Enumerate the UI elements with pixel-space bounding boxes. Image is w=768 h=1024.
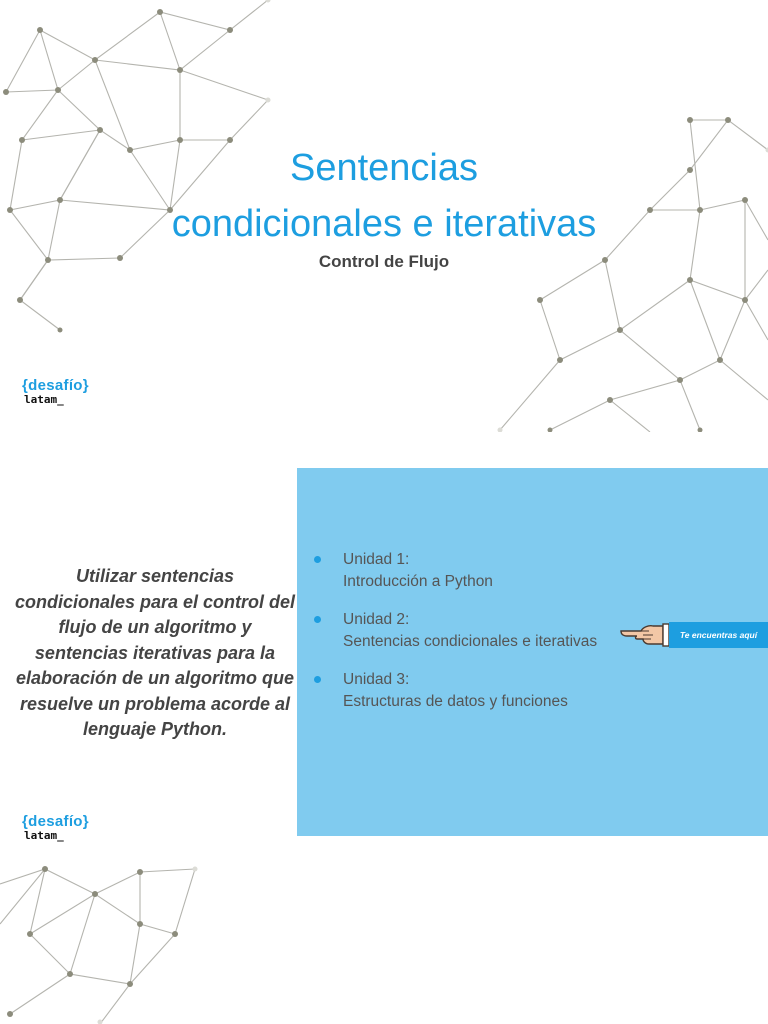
unit-title: Unidad 2: (343, 611, 410, 628)
bullet-icon (314, 616, 321, 623)
cover-slide (0, 0, 768, 432)
logo-sub: latam_ (24, 829, 64, 842)
unit-title: Unidad 3: (343, 671, 410, 688)
slide-title-line1: Sentencias (289, 147, 478, 189)
bullet-icon (314, 676, 321, 683)
unit-list (313, 549, 613, 729)
logo-brand: {desafío} (22, 813, 89, 830)
slide-subtitle: Control de Flujo (318, 252, 450, 271)
you-are-here-badge: Te encuentras aquí (669, 622, 768, 648)
list-item (313, 609, 613, 653)
next-slide-partial (0, 864, 768, 1024)
unit-description: Estructuras de datos y funciones (343, 693, 568, 710)
objective-slide (0, 432, 768, 864)
unit-title: Unidad 1: (343, 551, 410, 568)
units-panel (297, 468, 768, 836)
desafio-latam-logo (22, 378, 89, 406)
network-decoration-partial (0, 864, 768, 1024)
slide-title (0, 140, 768, 252)
learning-objective: Utilizar sentencias condicionales para el control del flujo de un algoritmo y sentencias iterativas para la elaboración de un algoritmo que resuelve un problema acorde al lenguaje Python. (14, 566, 296, 739)
slide-title-line2: condicionales e iterativas (171, 203, 597, 245)
list-item (313, 549, 613, 593)
desafio-latam-logo (22, 814, 89, 842)
logo-sub: latam_ (24, 393, 64, 406)
list-item (313, 669, 613, 713)
unit-description: Introducción a Python (343, 573, 493, 590)
logo-brand: {desafío} (22, 377, 89, 394)
bullet-icon (314, 556, 321, 563)
unit-description: Sentencias condicionales e iterativas (343, 633, 598, 650)
pointing-hand-icon (619, 618, 671, 650)
